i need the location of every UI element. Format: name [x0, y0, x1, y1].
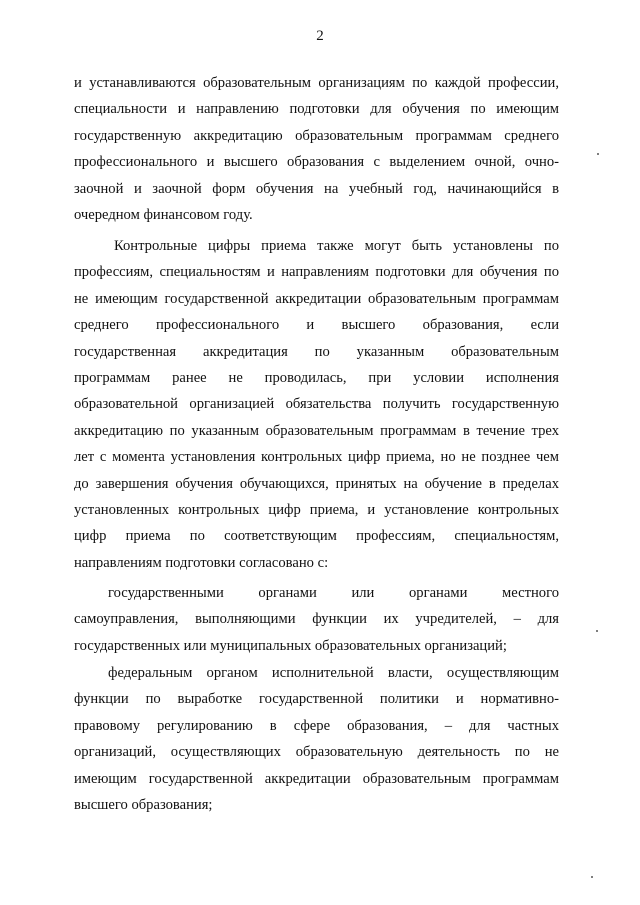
text-line: Контрольные цифры приема также могут быть установлены по: [114, 238, 559, 254]
text-line: очередном финансовом году.: [74, 206, 253, 223]
text-line: образовательной организацией обязательства получить государственную: [74, 396, 559, 413]
text-line: специальности и направлению подготовки для обучения по имеющим: [74, 101, 559, 118]
text-line: направлениям подготовки согласовано с:: [74, 554, 329, 571]
page-number: 2: [316, 28, 324, 44]
text-line: установленных контрольных цифр приема, и установление контрольных: [74, 501, 559, 518]
text-line: государственными органами или органами местного: [108, 585, 559, 601]
scan-speck: [597, 153, 599, 155]
text-line: организаций, осуществляющих образовательную деятельность по не: [74, 744, 559, 761]
text-line: государственная аккредитация по указанным образовательным: [74, 343, 559, 360]
text-line: государственную аккредитацию образовательным программам среднего: [74, 127, 559, 144]
paragraph-4: [74, 660, 559, 818]
text-line: высшего образования;: [74, 796, 213, 813]
text-line: программам ранее не проводилась, при условии исполнения: [74, 369, 559, 386]
text-line: аккредитацию по указанным образовательным программам в течение трех: [74, 422, 559, 439]
text-line: профессиям, специальностям и направлениям подготовки для обучения по: [74, 264, 559, 281]
text-line: имеющим государственной аккредитации образовательным программам: [74, 770, 559, 787]
text-line: государственных или муниципальных образовательных организаций;: [74, 637, 507, 654]
text-line: правовому регулированию в сфере образования, – для частных: [74, 717, 559, 734]
text-line: самоуправления, выполняющими функции их учредителей, – для: [74, 611, 559, 628]
text-line: функции по выработке государственной политики и нормативно-: [74, 691, 559, 708]
text-line: не имеющим государственной аккредитации образовательным программам: [74, 290, 559, 307]
text-line: до завершения обучения обучающихся, принятых на обучение в пределах: [74, 475, 559, 492]
paragraph-1: [74, 70, 559, 228]
paragraph-2: [74, 233, 559, 576]
text-line: среднего профессионального и высшего образования, если: [74, 317, 559, 334]
text-line: и устанавливаются образовательным организациям по каждой профессии,: [74, 75, 559, 91]
paragraph-3: [74, 580, 559, 659]
scan-speck: [596, 630, 598, 632]
scan-speck: [591, 876, 593, 878]
text-line: лет с момента установления контрольных цифр приема, но не позднее чем: [74, 449, 559, 466]
text-line: цифр приема по соответствующим профессиям, специальностям,: [74, 528, 559, 545]
text-line: профессионального и высшего образования с выделением очной, очно-: [74, 154, 559, 171]
text-line: заочной и заочной форм обучения на учебный год, начинающийся в: [74, 180, 559, 197]
text-line: федеральным органом исполнительной власти, осуществляющим: [108, 665, 559, 681]
